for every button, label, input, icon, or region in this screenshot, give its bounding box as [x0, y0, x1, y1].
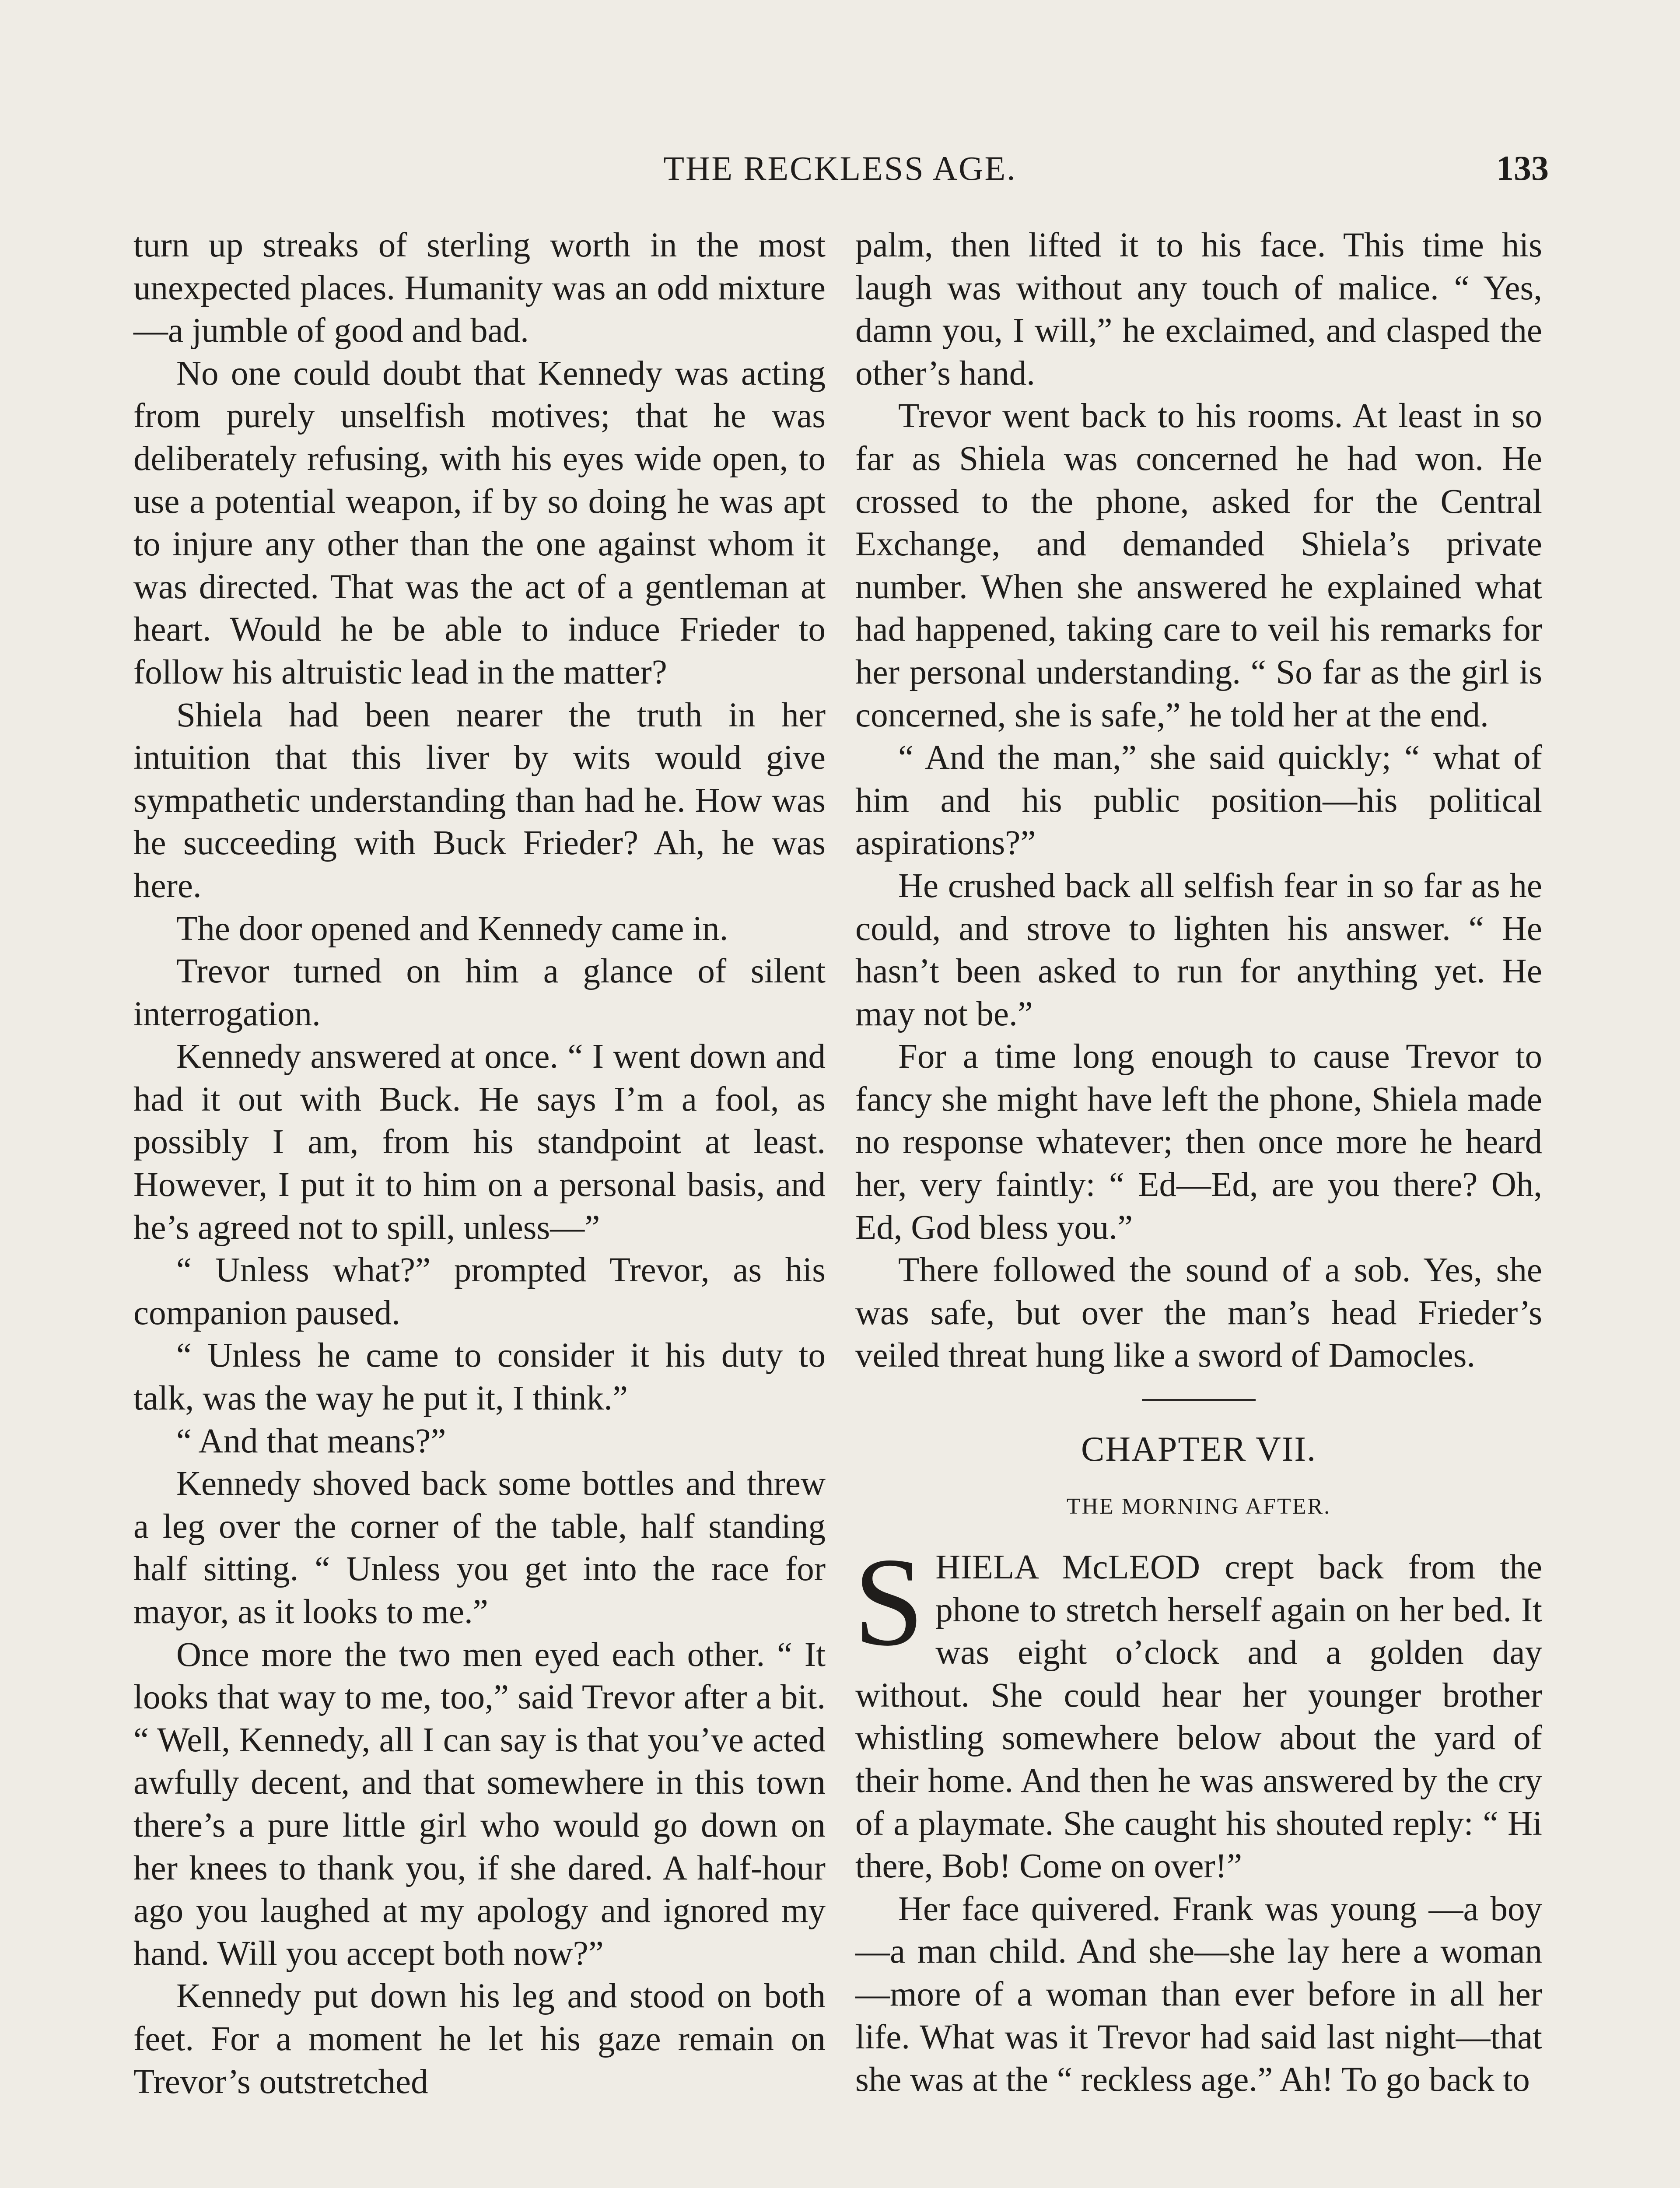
paragraph: palm, then lifted it to his face. This time his laugh was without any touch of malice. “ Yes, damn you, I will,” he exclaimed, and clasped the other’s hand. [855, 226, 1542, 393]
paragraph: Once more the two men eyed each other. “ It looks that way to me, too,” said Trevor after a bit. “ Well, Kennedy, all I can say is that you’ve acted awfully decent, and that somewhere in this town there’s a pure little girl who would go down on her knees to thank you, if she dared. A half-hour ago you laughed at my apology and ignored my hand. Will you accept both now?” [133, 1635, 826, 1973]
paragraph-text: HIELA McLEOD crept back from the phone to stretch herself again on her bed. It was eight o’clock and a golden day without. She could hear her younger brother whistling somewhere below about the yard of their home. And then he was answered by the cry of a playmate. She caught his shouted reply: “ Hi there, Bob! Come on over!” [855, 1548, 1542, 1886]
left-column [133, 224, 826, 2103]
running-title: THE RECKLESS AGE. [663, 149, 1017, 187]
right-column [855, 224, 1542, 2101]
running-head [131, 144, 1549, 193]
paragraph: “ And that means?” [176, 1422, 446, 1460]
paragraph: Trevor turned on him a glance of silent interrogation. [133, 952, 826, 1033]
paragraph: “ Unless what?” prompted Trevor, as his companion paused. [133, 1251, 826, 1332]
paragraph: For a time long enough to cause Trevor to fancy she might have left the phone, Shiela made no response whatever; then once more he heard her, very faintly: “ Ed—Ed, are you there? Oh, Ed, God bless you.” [855, 1038, 1542, 1247]
paragraph: The door opened and Kennedy came in. [176, 909, 728, 948]
section-divider [1142, 1399, 1256, 1401]
paragraph: Kennedy put down his leg and stood on both feet. For a moment he let his gaze remain on Trevor’s outstretched [133, 1977, 826, 2101]
paragraph: Her face quivered. Frank was young —a boy—a man child. And she—she lay here a woman—more of a woman than ever before in all her life. What was it Trevor had said last night—that she was at the “ reckless age.” Ah! To go back to [855, 1890, 1542, 2099]
paragraph: There followed the sound of a sob. Yes, she was safe, but over the man’s head Frieder’s veiled threat hung like a sword of Damocles. [855, 1251, 1542, 1375]
paragraph: Trevor went back to his rooms. At least in so far as Shiela was concerned he had won. He crossed to the phone, asked for the Central Exchange, and demanded Shiela’s private number. When she answered he explained what had happened, taking care to veil his remarks for her personal understanding. “ So far as the girl is concerned, she is safe,” he told her at the end. [855, 397, 1542, 734]
paragraph: Kennedy answered at once. “ I went down and had it out with Buck. He says I’m a fool, as possibly I am, from his standpoint at least. However, I put it to him on a personal basis, and he’s agreed not to spill, unless—” [133, 1038, 826, 1247]
paragraph: No one could doubt that Kennedy was acting from purely unselfish motives; that he was deliberately refusing, with his eyes wide open, to use a potential weapon, if by so doing he was apt to injure any other than the one against whom it was directed. That was the act of a gentleman at heart. Would he be able to induce Frieder to follow his altruistic lead in the matter? [133, 354, 826, 691]
paragraph: Shiela had been nearer the truth in her intuition that this liver by wits would give sympathetic understanding than had he. How was he succeeding with Buck Frieder? Ah, he was here. [133, 696, 826, 905]
paragraph: He crushed back all selfish fear in so far as he could, and strove to lighten his answer. “ He hasn’t been asked to run for anything yet. He may not be.” [855, 866, 1542, 1033]
paragraph: Kennedy shoved back some bottles and threw a leg over the corner of the table, half standing half sitting. “ Unless you get into the race for mayor, as it looks to me.” [133, 1465, 826, 1631]
chapter-subtitle: THE MORNING AFTER. [1066, 1494, 1331, 1519]
chapter-title: CHAPTER VII. [1081, 1430, 1317, 1469]
paragraph: “ Unless he came to consider it his duty to talk, was the way he put it, I think.” [133, 1336, 826, 1418]
page-number: 133 [1496, 149, 1549, 188]
drop-cap: S [854, 1532, 924, 1673]
chapter-opening-paragraph [854, 1532, 1542, 1888]
paragraph: “ And the man,” she said quickly; “ what of him and his public position—his political aspirations?” [855, 739, 1542, 863]
paragraph: turn up streaks of sterling worth in the most unexpected places. Humanity was an odd mixture—a jumble of good and bad. [133, 226, 826, 350]
